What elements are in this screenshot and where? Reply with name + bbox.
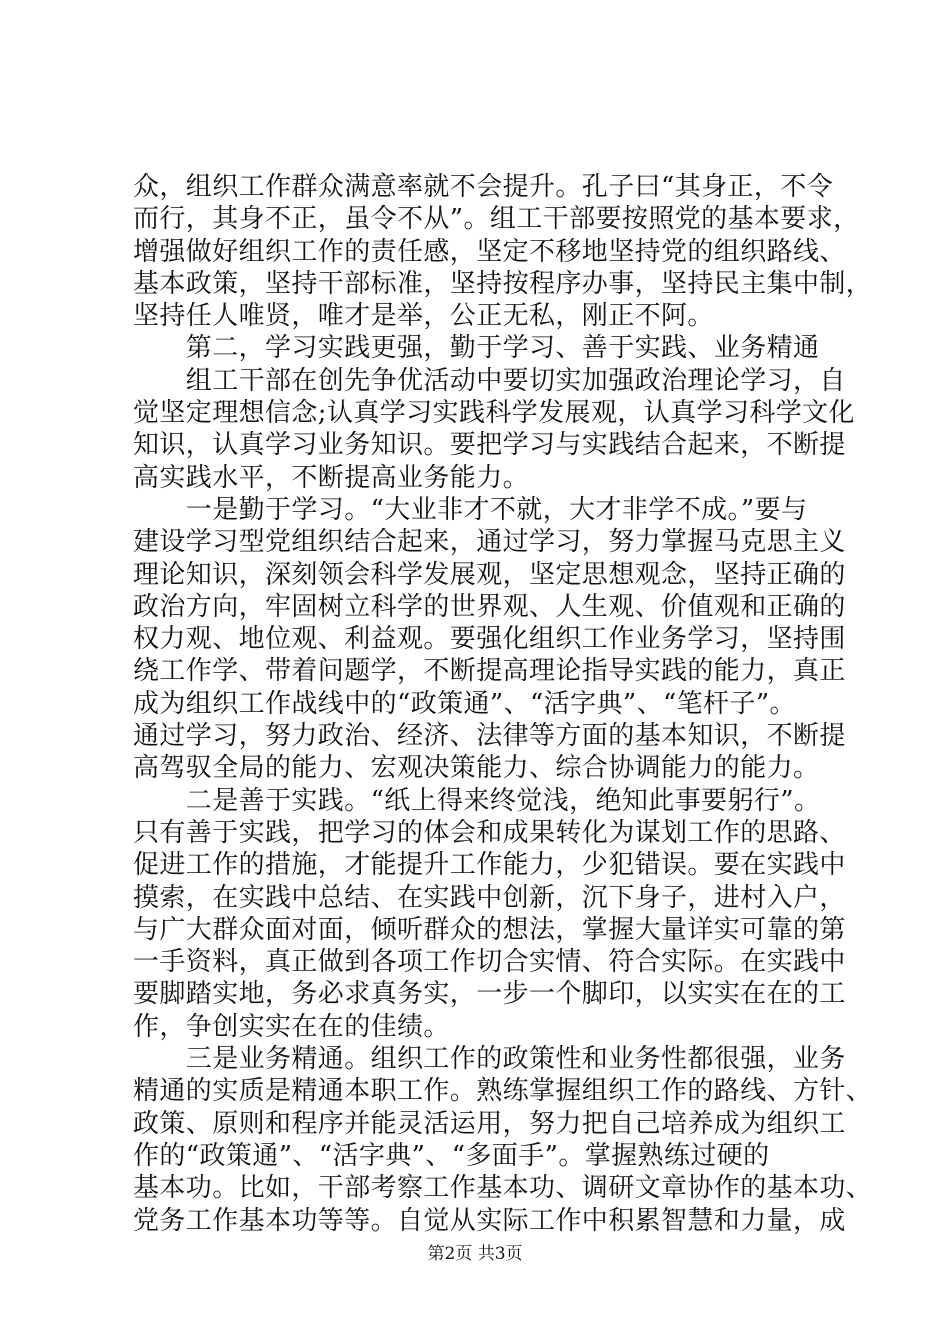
text-line: 促进工作的措施，才能提升工作能力，少犯错误。要在实践中 (133, 850, 846, 881)
text-line: 众，组织工作群众满意率就不会提升。孔子曰“其身正，不令 (133, 172, 834, 202)
text-line: 作，争创实实在在的佳绩。 (133, 1011, 450, 1042)
text-line: 摸索，在实践中总结、在实践中创新，沉下身子，进村入户， (133, 882, 846, 913)
text-line: 而行，其身不正，虽令不从”。组工干部要按照党的基本要求， (133, 204, 860, 235)
document-body (133, 171, 873, 1237)
text-line: 绕工作学、带着问题学，不断提高理论指导实践的能力，真正 (133, 656, 846, 687)
text-line: 成为组织工作战线中的“政策通”、“活字典”、“笔杆子”。 (133, 688, 796, 719)
text-line: 精通的实质是精通本职工作。熟练掌握组织工作的路线、方针、 (133, 1076, 873, 1107)
text-line: 三是业务精通。组织工作的政策性和业务性都很强，业务 (133, 1044, 846, 1075)
text-line: 党务工作基本功等等。自觉从实际工作中积累智慧和力量，成 (133, 1205, 846, 1236)
page-number-footer: 第2页 共3页 (427, 1244, 523, 1264)
text-line: 建设学习型党组织结合起来，通过学习，努力掌握马克思主义 (133, 527, 846, 558)
text-line: 二是善于实践。“纸上得来终觉浅，绝知此事要躬行”。 (133, 785, 821, 816)
text-line: 基本功。比如，干部考察工作基本功、调研文章协作的基本功、 (133, 1173, 873, 1204)
text-line: 只有善于实践，把学习的体会和成果转化为谋划工作的思路、 (133, 817, 846, 848)
text-line: 要脚踏实地，务必求真务实，一步一个脚印，以实实在在的工 (133, 979, 846, 1010)
text-line: 组工干部在创先争优活动中要切实加强政治理论学习，自 (133, 365, 846, 396)
text-line: 作的“政策通”、“活字典”、“多面手”。掌握熟练过硬的 (133, 1140, 770, 1171)
text-line: 知识，认真学习业务知识。要把学习与实践结合起来，不断提 (133, 430, 846, 461)
text-line: 理论知识，深刻领会科学发展观，坚定思想观念，坚持正确的 (133, 559, 846, 590)
text-line: 高实践水平，不断提高业务能力。 (133, 462, 530, 493)
text-line: 一手资料，真正做到各项工作切合实情、符合实际。在实践中 (133, 947, 846, 978)
text-line: 增强做好组织工作的责任感，坚定不移地坚持党的组织路线、 (133, 236, 846, 267)
text-line: 政策、原则和程序并能灵活运用，努力把自己培养成为组织工 (133, 1108, 846, 1139)
text-line: 坚持任人唯贤，唯才是举，公正无私，刚正不阿。 (133, 301, 714, 332)
text-line: 政治方向，牢固树立科学的世界观、人生观、价值观和正确的 (133, 591, 846, 622)
text-line: 权力观、地位观、利益观。要强化组织工作业务学习，坚持围 (133, 624, 846, 655)
section-heading: 第二，学习实践更强，勤于学习、善于实践、业务精通 (133, 333, 820, 364)
text-line: 与广大群众面对面，倾听群众的想法，掌握大量详实可靠的第 (133, 914, 846, 945)
text-line: 觉坚定理想信念;认真学习实践科学发展观，认真学习科学文化 (133, 398, 855, 429)
text-line: 基本政策，坚持干部标准，坚持按程序办事，坚持民主集中制， (133, 268, 873, 299)
text-line: 通过学习，努力政治、经济、法律等方面的基本知识，不断提 (133, 721, 846, 752)
text-line: 一是勤于学习。“大业非才不就，大才非学不成。”要与 (133, 494, 808, 525)
text-line: 高驾驭全局的能力、宏观决策能力、综合协调能力的能力。 (133, 753, 820, 784)
